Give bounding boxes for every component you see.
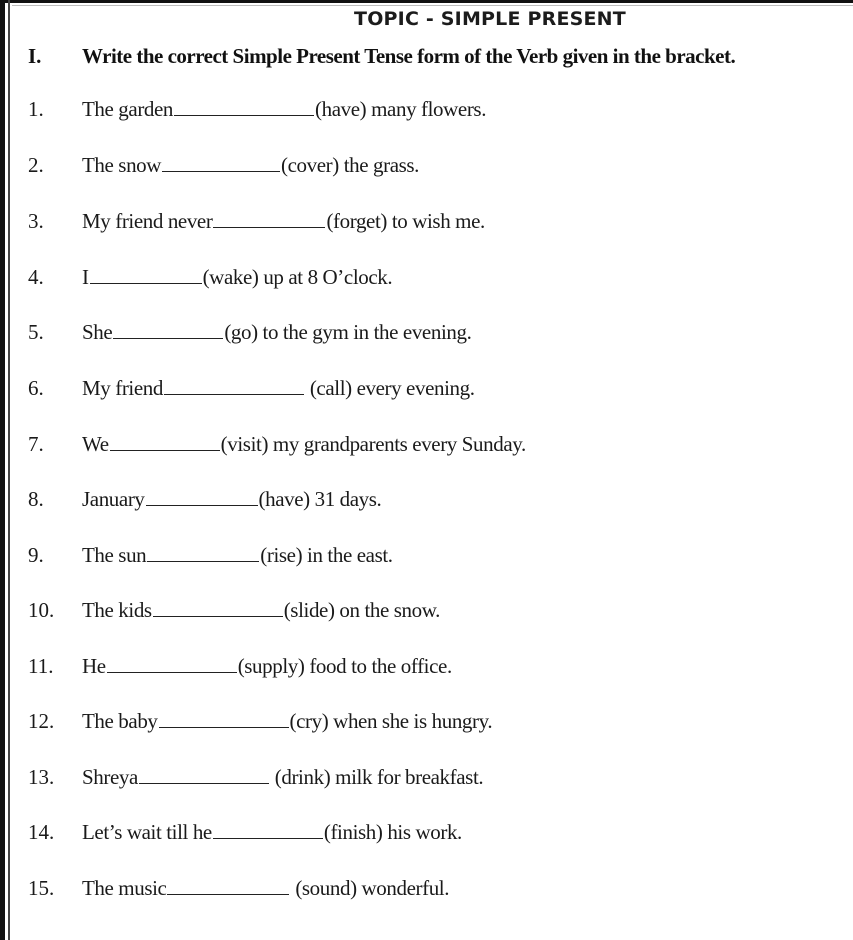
sentence-end: (call) every evening. [304, 376, 475, 400]
sentence-end: (finish) his work. [323, 820, 462, 844]
sentence-end: (go) to the gym in the evening. [224, 320, 472, 344]
sentence-end: (have) 31 days. [258, 487, 382, 511]
exercise-sentence [82, 432, 526, 457]
sentence-start: He [82, 654, 106, 678]
exercise-number: 7. [28, 432, 44, 456]
sentence-start: She [82, 320, 113, 344]
exercise-number: 6. [28, 376, 44, 400]
answer-blank[interactable] [110, 433, 220, 451]
sentence-start: Let’s wait till he [82, 820, 212, 844]
exercise-sentence [82, 487, 381, 512]
answer-blank[interactable] [153, 599, 283, 617]
exercise-sentence [82, 709, 492, 734]
exercise-sentence [82, 209, 485, 234]
sentence-end: (cover) the grass. [281, 153, 420, 177]
exercise-number: 1. [28, 97, 44, 121]
sentence-start: Shreya [82, 765, 138, 789]
exercise-number: 14. [28, 820, 55, 844]
exercise-number: 2. [28, 153, 44, 177]
sentence-end: (sound) wonderful. [290, 876, 450, 900]
page-border-top-inner [12, 5, 853, 6]
exercise-number: 11. [28, 654, 54, 678]
page-border-left [0, 0, 5, 940]
sentence-start: The kids [82, 598, 152, 622]
answer-blank[interactable] [162, 154, 280, 172]
worksheet-topic-title: TOPIC - SIMPLE PRESENT [354, 8, 626, 30]
page-border-top [0, 0, 853, 3]
answer-blank[interactable] [107, 655, 237, 673]
exercise-sentence [82, 376, 475, 401]
sentence-end: (wake) up at 8 O’clock. [202, 265, 393, 289]
answer-blank[interactable] [213, 210, 325, 228]
sentence-start: The music [82, 876, 167, 900]
sentence-start: The sun [82, 543, 147, 567]
exercise-number: 3. [28, 209, 44, 233]
page-border-left-inner [8, 0, 10, 940]
answer-blank[interactable] [213, 821, 323, 839]
sentence-start: I [82, 265, 89, 289]
exercise-sentence [82, 320, 471, 345]
exercise-sentence [82, 97, 486, 122]
section-number: I. [28, 44, 42, 68]
sentence-end: (rise) in the east. [260, 543, 393, 567]
exercise-sentence [82, 265, 392, 290]
exercise-sentence [82, 654, 452, 679]
sentence-start: My friend never [82, 209, 213, 233]
exercise-number: 8. [28, 487, 44, 511]
sentence-start: The garden [82, 97, 174, 121]
sentence-end: (visit) my grandparents every Sunday. [220, 432, 526, 456]
answer-blank[interactable] [113, 321, 223, 339]
exercise-number: 5. [28, 320, 44, 344]
sentence-end: (forget) to wish me. [326, 209, 485, 233]
sentence-start: The snow [82, 153, 162, 177]
answer-blank[interactable] [90, 266, 202, 284]
answer-blank[interactable] [167, 877, 289, 895]
answer-blank[interactable] [146, 488, 258, 506]
answer-blank[interactable] [164, 377, 304, 395]
answer-blank[interactable] [174, 98, 314, 116]
exercise-number: 13. [28, 765, 55, 789]
exercise-number: 15. [28, 876, 55, 900]
exercise-sentence [82, 598, 440, 623]
exercise-sentence [82, 153, 419, 178]
sentence-start: We [82, 432, 109, 456]
exercise-number: 12. [28, 709, 55, 733]
sentence-end: (have) many flowers. [315, 97, 487, 121]
sentence-end: (cry) when she is hungry. [289, 709, 493, 733]
exercise-sentence [82, 543, 393, 568]
exercise-sentence [82, 820, 462, 845]
sentence-end: (slide) on the snow. [283, 598, 440, 622]
exercise-sentence [82, 765, 483, 790]
sentence-start: The baby [82, 709, 158, 733]
answer-blank[interactable] [159, 710, 289, 728]
section-instruction-text: Write the correct Simple Present Tense form of the Verb given in the bracket. [82, 44, 736, 68]
exercise-sentence [82, 876, 449, 901]
answer-blank[interactable] [147, 544, 259, 562]
answer-blank[interactable] [139, 766, 269, 784]
exercise-number: 4. [28, 265, 44, 289]
sentence-end: (drink) milk for breakfast. [269, 765, 484, 789]
sentence-start: January [82, 487, 145, 511]
sentence-end: (supply) food to the office. [237, 654, 452, 678]
exercise-number: 9. [28, 543, 44, 567]
sentence-start: My friend [82, 376, 163, 400]
exercise-number: 10. [28, 598, 55, 622]
